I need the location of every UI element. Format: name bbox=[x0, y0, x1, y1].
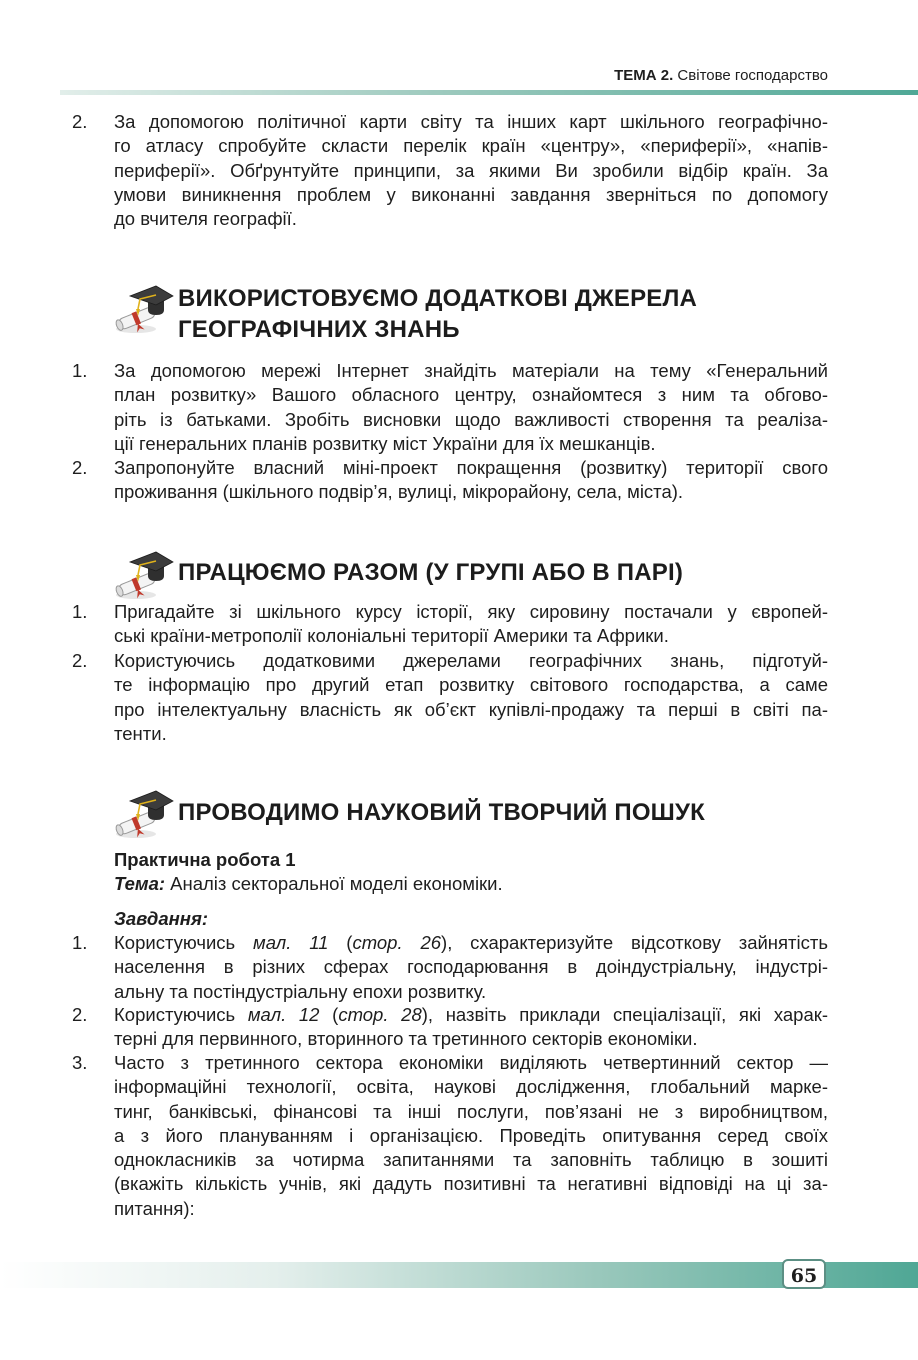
header-rule bbox=[60, 90, 918, 95]
text-line: питання): bbox=[114, 1197, 195, 1219]
text-line: план розвитку» Вашого обласного центру, ознайомтеся з ним та обгово- bbox=[114, 384, 828, 406]
text-line: альну та постіндустріальну епохи розвитку. bbox=[114, 980, 487, 1002]
task-text bbox=[114, 649, 828, 746]
text-line: а з його плануванням і організацією. Проведіть опитування серед своїх bbox=[114, 1124, 828, 1146]
tasks-label: Завдання: bbox=[114, 908, 209, 929]
practical-work-title: Практична робота 1 bbox=[114, 849, 296, 870]
topic-title: Світове господарство bbox=[673, 67, 828, 84]
text-line: периферії». Обґрунтуйте принципи, за якими Ви зробили відбір країн. За bbox=[114, 159, 828, 181]
text-line: Запропонуйте власний міні-проект покращення (розвитку) території свого bbox=[114, 457, 828, 478]
theme-text: Аналіз секторальної моделі економіки. bbox=[165, 873, 503, 894]
section-title-line: ГЕОГРАФІЧНИХ ЗНАНЬ bbox=[178, 316, 460, 343]
task-number: 1. bbox=[72, 932, 88, 953]
graduation-cap-icon bbox=[112, 549, 174, 601]
task-number: 2. bbox=[72, 457, 88, 478]
text-line: те інформацію про другий етап розвитку світового господарства, а саме bbox=[114, 674, 828, 696]
task-number: 3. bbox=[72, 1052, 88, 1073]
text-line: ріть із батьками. Зробіть висновки щодо важливості створення та реаліза- bbox=[114, 408, 828, 430]
task-text bbox=[114, 600, 828, 649]
figure-ref: мал. 11 bbox=[253, 932, 329, 953]
page-ref: стор. 26 bbox=[352, 932, 442, 953]
task-text bbox=[114, 456, 828, 505]
task-number: 1. bbox=[72, 601, 88, 622]
running-head bbox=[614, 66, 828, 86]
text-line: ції генеральних планів розвитку міст України для їх мешканців. bbox=[114, 432, 656, 454]
text-line: (вкажіть кількість учнів, які дадуть позитивні та негативні відповіді на ці за- bbox=[114, 1173, 828, 1195]
page-ref: стор. 28 bbox=[338, 1004, 422, 1025]
task-text bbox=[114, 1003, 828, 1052]
text-line: про інтелектуальну власність як об’єкт купівлі-продажу та перші в світі па- bbox=[114, 698, 828, 720]
task-text bbox=[114, 110, 828, 231]
text-line: проживання (шкільного подвір’я, вулиці, мікрорайону, села, міста). bbox=[114, 481, 684, 503]
task-text bbox=[114, 359, 828, 456]
text-line: тенти. bbox=[114, 722, 167, 744]
text-line: до вчителя географії. bbox=[114, 208, 297, 230]
text-line: го атласу спробуйте скласти перелік країн «центру», «периферії», «напів- bbox=[114, 135, 828, 157]
graduation-cap-icon bbox=[112, 283, 174, 335]
text-line: ські країни-метрополії колоніальні території Америки та Африки. bbox=[114, 625, 669, 647]
text-line: Користуючись мал. 11 (стор. 26), схарактеризуйте відсоткову зайнятість bbox=[114, 932, 828, 953]
text-line: населення в різних сферах господарювання в доіндустріальну, індустрі- bbox=[114, 956, 828, 978]
text-line: Користуючись мал. 12 (стор. 28), назвіть приклади спеціалізації, які харак- bbox=[114, 1004, 828, 1025]
section-title bbox=[178, 283, 697, 345]
text-line: умови виникнення проблем у виконанні завдання зверніться по допомогу bbox=[114, 183, 828, 205]
section-title-line: ВИКОРИСТОВУЄМО ДОДАТКОВІ ДЖЕРЕЛА bbox=[178, 285, 698, 312]
text-line: Користуючись додатковими джерелами географічних знань, підготуй- bbox=[114, 650, 828, 671]
topic-number: ТЕМА 2. bbox=[614, 67, 674, 84]
text-line: тинг, банківські, фінансові та інші послуги, пов’язані не з виробництвом, bbox=[114, 1100, 828, 1122]
task-text bbox=[114, 931, 828, 1004]
task-number: 2. bbox=[72, 650, 88, 671]
section-title: ПРАЦЮЄМО РАЗОМ (У ГРУПІ АБО В ПАРІ) bbox=[178, 559, 684, 586]
page-number: 65 bbox=[782, 1259, 826, 1289]
text-line: За допомогою мережі Інтернет знайдіть матеріали на тему «Генеральний bbox=[114, 360, 828, 381]
page-header bbox=[0, 66, 918, 96]
practical-work-theme bbox=[114, 872, 503, 896]
theme-label: Тема: bbox=[114, 873, 166, 894]
footer-band bbox=[0, 1262, 918, 1288]
text-line: Часто з третинного сектора економіки виділяють четвертинний сектор — bbox=[114, 1052, 828, 1073]
task-text bbox=[114, 1051, 828, 1221]
section-title: ПРОВОДИМО НАУКОВИЙ ТВОРЧИЙ ПОШУК bbox=[178, 799, 705, 826]
text-line: Пригадайте зі шкільного курсу історії, яку сировину постачали у європей- bbox=[114, 601, 828, 622]
text-line: За допомогою політичної карти світу та інших карт шкільного географічно- bbox=[114, 111, 828, 132]
graduation-cap-icon bbox=[112, 788, 174, 840]
text-line: терні для первинного, вторинного та третинного секторів економіки. bbox=[114, 1028, 698, 1050]
task-number: 2. bbox=[72, 111, 88, 132]
text-line: однокласників за чотирма запитаннями та заповніть таблицю в зошиті bbox=[114, 1149, 828, 1171]
figure-ref: мал. 12 bbox=[247, 1004, 320, 1025]
task-number: 1. bbox=[72, 360, 88, 381]
text-line: інформаційні технології, освіта, наукові дослідження, глобальний марке- bbox=[114, 1076, 828, 1098]
task-number: 2. bbox=[72, 1004, 88, 1025]
